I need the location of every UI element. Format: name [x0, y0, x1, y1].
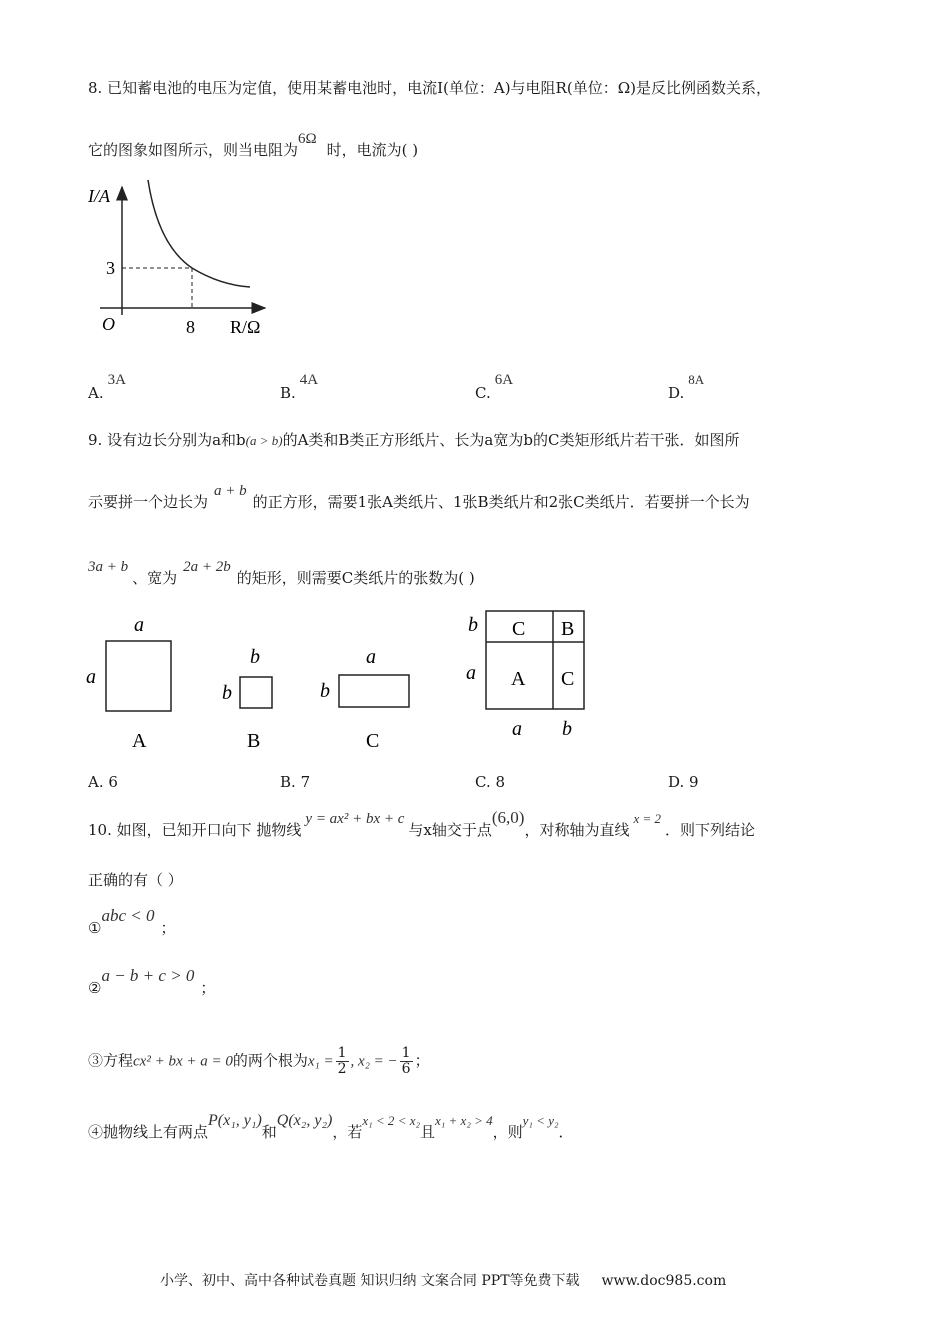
q8-option-d-letter: D. — [668, 384, 685, 402]
q10-s4-cond1: x₁ < 2 < x₂ — [362, 1113, 420, 1128]
q9-a-top-label: a — [134, 614, 144, 636]
q9-a-left-label: a — [86, 666, 96, 688]
q9-label-c: C — [366, 730, 380, 752]
q10-s4-and: 和 — [261, 1123, 277, 1141]
q8-y-tick: 3 — [106, 258, 115, 278]
q8-resistance-value: 6Ω — [298, 131, 317, 147]
q9-line3 — [88, 559, 475, 589]
q9-composite-b-left: b — [468, 614, 478, 636]
q10-s2-expr: a − b + c > 0 — [101, 966, 195, 985]
q10-s3-x1: x₁ = — [307, 1053, 334, 1070]
q8-line2-end: 时，电流为( ) — [326, 141, 419, 159]
q9-composite-a-left: a — [466, 662, 476, 684]
q9-option-c-value: 8 — [495, 773, 506, 791]
q10-s3-frac1 — [336, 1046, 349, 1077]
q9-b-top-label: b — [250, 646, 260, 668]
q10-s1-expr: abc < 0 — [101, 906, 155, 925]
q10-s4-if: ，若 — [332, 1123, 363, 1141]
q9-option-d-value: 9 — [689, 773, 699, 791]
q10-s4-then: ，则 — [492, 1123, 523, 1141]
q8-line2-text: 它的图象如图所示，则当电阻为 — [88, 141, 299, 159]
q10-statement-2 — [88, 966, 216, 998]
q9-option-a-letter: A. — [88, 773, 104, 791]
q8-option-c-letter: C. — [475, 384, 491, 402]
q8-option-d-value: 8A — [688, 372, 705, 387]
q8-option-a-letter: A. — [88, 384, 104, 402]
q10-s3-end: ； — [414, 1051, 430, 1070]
q10-s2-mark: ② — [88, 979, 102, 997]
q9-option-b-value: 7 — [300, 773, 311, 791]
footer-text: 小学、初中、高中各种试卷真题 知识归纳 文案合同 PPT等免费下载 — [160, 1273, 580, 1289]
q10-line1 — [88, 808, 756, 841]
q10-s1-end: ； — [160, 919, 176, 937]
q10-statement-4 — [88, 1112, 574, 1143]
q10-s3-frac2 — [400, 1046, 413, 1077]
q8-y-label: I/A — [88, 186, 110, 206]
q9-condition: (a > b) — [245, 433, 283, 448]
q10-point: (6,0) — [491, 808, 525, 827]
q10-s3-frac1-den: 2 — [337, 1061, 347, 1077]
q10-line2: 正确的有（ ） — [88, 871, 183, 889]
q9-figure — [80, 605, 600, 755]
q9-line1-end: 的A类和B类正方形纸片、长为a宽为b的C类矩形纸片若干张．如图所 — [282, 431, 740, 449]
q10-axis-eq: x = 2 — [633, 811, 662, 826]
q9-side-expr: a + b — [214, 483, 247, 499]
q8-x-label: R/Ω — [230, 317, 261, 337]
footer-url[interactable]: www.doc985.com — [601, 1273, 727, 1289]
q10-s3-x2: , x₂ = − — [350, 1053, 398, 1070]
q9-option-d-letter: D. — [668, 773, 685, 791]
q10-s4-point-p: P(x₁, y₁) — [208, 1112, 262, 1129]
q10-s4-text: ④抛物线上有两点 — [88, 1123, 209, 1141]
q9-line1 — [88, 430, 739, 451]
q10-line1-mid: 与x轴交于点 — [408, 821, 492, 839]
q9-composite-b: B — [561, 618, 575, 640]
q9-option-a-value: 6 — [108, 773, 118, 791]
q10-s1-mark: ① — [88, 919, 102, 937]
q9-length-expr: 3a + b — [88, 559, 129, 575]
q10-s3-text: ③方程 — [88, 1051, 134, 1070]
q9-composite-c-right: C — [561, 668, 575, 690]
q10-line1-mid2: ，对称轴为直线 — [524, 821, 630, 839]
q8-option-a[interactable] — [88, 372, 126, 403]
q8-option-b[interactable] — [280, 372, 319, 403]
q9-rect-c — [339, 675, 409, 707]
q9-line3-end: 的矩形，则需要C类纸片的张数为( ) — [236, 569, 475, 587]
q9-line2-text: 示要拼一个边长为 — [88, 493, 209, 511]
q9-c-left-label: b — [320, 680, 330, 702]
q8-option-b-value: 4A — [299, 372, 319, 388]
q9-line2-end: 的正方形，需要1张A类纸片、1张B类纸片和2张C类纸片．若要拼一个长为 — [252, 493, 750, 511]
q9-option-b[interactable] — [280, 772, 310, 792]
q9-label-a: A — [132, 730, 147, 752]
q9-composite-a: A — [511, 668, 526, 690]
q8-x-tick: 8 — [186, 317, 195, 337]
q10-statement-3 — [88, 1046, 430, 1077]
q9-line3-mid: 、宽为 — [132, 569, 178, 587]
q10-line1-text: 10. 如图，已知开口向下 抛物线 — [88, 821, 302, 839]
q10-s4-cond2: x₁ + x₂ > 4 — [435, 1113, 493, 1128]
q9-line1-text: 9. 设有边长分别为a和b — [88, 431, 246, 449]
q10-parabola-eq: y = ax² + bx + c — [305, 811, 405, 827]
q10-s3-frac2-num: 1 — [401, 1045, 411, 1061]
q9-option-c-letter: C. — [475, 773, 491, 791]
q8-line1: 8. 已知蓄电池的电压为定值，使用某蓄电池时，电流I(单位：A)与电阻R(单位：Ω)是反比例函数关系， — [88, 79, 771, 97]
q8-option-a-value: 3A — [107, 372, 126, 388]
q10-statement-1 — [88, 906, 176, 938]
footer — [160, 1270, 726, 1290]
q8-graph — [80, 175, 290, 345]
q9-width-expr: 2a + 2b — [183, 559, 231, 575]
q10-s4-conclusion: y₁ < y₂ — [522, 1113, 559, 1128]
q8-line2 — [88, 131, 419, 161]
q10-s3-frac2-den: 6 — [401, 1061, 411, 1077]
q8-option-c[interactable] — [475, 372, 514, 403]
q9-label-b: B — [247, 730, 261, 752]
q9-c-top-label: a — [366, 646, 376, 668]
q9-line2 — [88, 483, 750, 513]
q8-origin: O — [102, 314, 115, 334]
q8-option-b-letter: B. — [280, 384, 296, 402]
q10-s3-frac1-num: 1 — [337, 1045, 347, 1061]
q9-option-a[interactable] — [88, 772, 118, 792]
q10-line1-end: ．则下列结论 — [665, 821, 756, 839]
q9-square-b — [240, 677, 272, 708]
q10-s4-qie: 且 — [419, 1123, 435, 1141]
q10-s4-end: ． — [558, 1123, 574, 1141]
q10-s3-mid: 的两个根为 — [232, 1051, 308, 1070]
q9-option-b-letter: B. — [280, 773, 296, 791]
q8-curve — [148, 180, 250, 287]
q9-square-a — [106, 641, 171, 711]
q9-option-c[interactable] — [475, 772, 505, 792]
q10-s2-end: ； — [200, 979, 216, 997]
q8-option-d[interactable] — [668, 372, 705, 402]
q9-composite-a-bottom: a — [512, 718, 522, 740]
q9-option-d[interactable] — [668, 772, 699, 792]
q9-composite-c-top: C — [512, 618, 526, 640]
q10-s3-eq: cx² + bx + a = 0 — [133, 1053, 233, 1070]
q9-composite-b-bottom: b — [562, 718, 572, 740]
q9-b-left-label: b — [222, 682, 232, 704]
q10-s4-point-q: Q(x₂, y₂) — [276, 1112, 333, 1129]
q8-option-c-value: 6A — [494, 372, 514, 388]
